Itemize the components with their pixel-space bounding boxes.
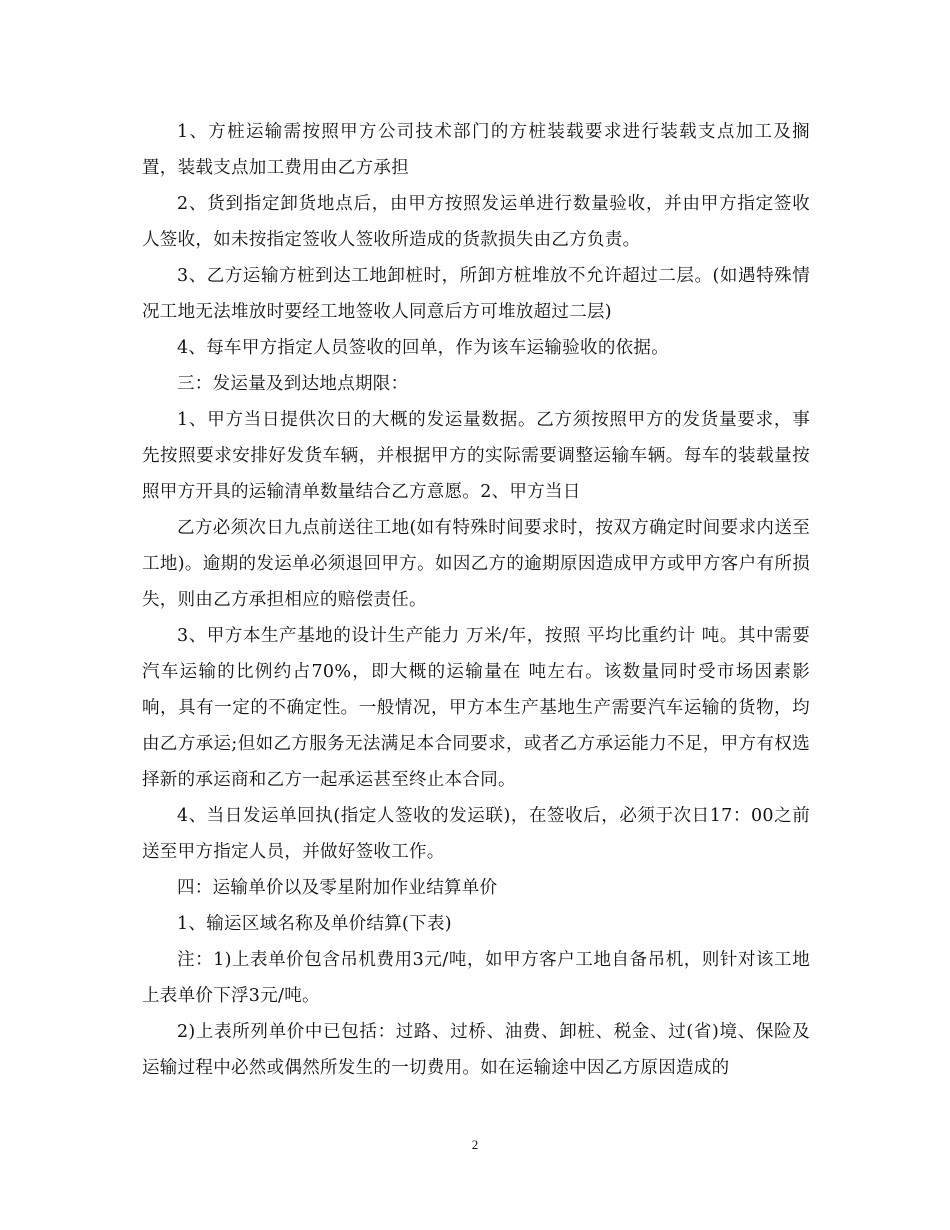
section-heading: 三：发运量及到达地点期限：	[177, 374, 409, 394]
paragraph: 乙方必须次日九点前送往工地(如有特殊时间要求时，按双方确定时间要求内送至工地)。逾期的发运单必须退回甲方。如因乙方的逾期原因造成甲方或甲方客户有所损失，则由乙方承担相应的赔偿责任。	[142, 518, 810, 610]
paragraph: 4、当日发运单回执(指定人签收的发运联)，在签收后，必须于次日17：00之前送至甲方指定人员，并做好签收工作。	[142, 806, 810, 862]
document-body	[142, 114, 810, 1086]
paragraph: 1、方桩运输需按照甲方公司技术部门的方桩装载要求进行装载支点加工及搁置，装载支点加工费用由乙方承担	[142, 122, 810, 178]
paragraph: 3、甲方本生产基地的设计生产能力 万米/年，按照 平均比重约计 吨。其中需要汽车运输的比例约占70%，即大概的运输量在 吨左右。该数量同时受市场因素影响，具有一定的不确定性。一般情况，甲方本生产基地生产需要汽车运输的货物，均由乙方承运;但如乙方服务无法满足本合同要求，或者乙方承运能力不足，甲方有权选择新的承运商和乙方一起承运甚至终止本合同。	[142, 626, 810, 790]
paragraph: 1、甲方当日提供次日的大概的发运量数据。乙方须按照甲方的发货量要求，事先按照要求安排好发货车辆，并根据甲方的实际需要调整运输车辆。每车的装载量按照甲方开具的运输清单数量结合乙方意愿。2、甲方当日	[142, 410, 810, 502]
paragraph: 4、每车甲方指定人员签收的回单，作为该车运输验收的依据。	[177, 338, 670, 358]
paragraph: 1、输运区域名称及单价结算(下表)	[177, 914, 452, 934]
paragraph: 2)上表所列单价中已包括：过路、过桥、油费、卸桩、税金、过(省)境、保险及运输过程中必然或偶然所发生的一切费用。如在运输途中因乙方原因造成的	[142, 1022, 810, 1078]
paragraph: 2、货到指定卸货地点后，由甲方按照发运单进行数量验收，并由甲方指定签收人签收，如未按指定签收人签收所造成的货款损失由乙方负责。	[142, 194, 810, 250]
page-number: 2	[471, 1137, 479, 1152]
paragraph: 注：1)上表单价包含吊机费用3元/吨，如甲方客户工地自备吊机，则针对该工地上表单价下浮3元/吨。	[142, 950, 810, 1006]
paragraph: 3、乙方运输方桩到达工地卸桩时，所卸方桩堆放不允许超过二层。(如遇特殊情况工地无法堆放时要经工地签收人同意后方可堆放超过二层)	[142, 266, 810, 322]
section-heading: 四：运输单价以及零星附加作业结算单价	[177, 878, 498, 898]
